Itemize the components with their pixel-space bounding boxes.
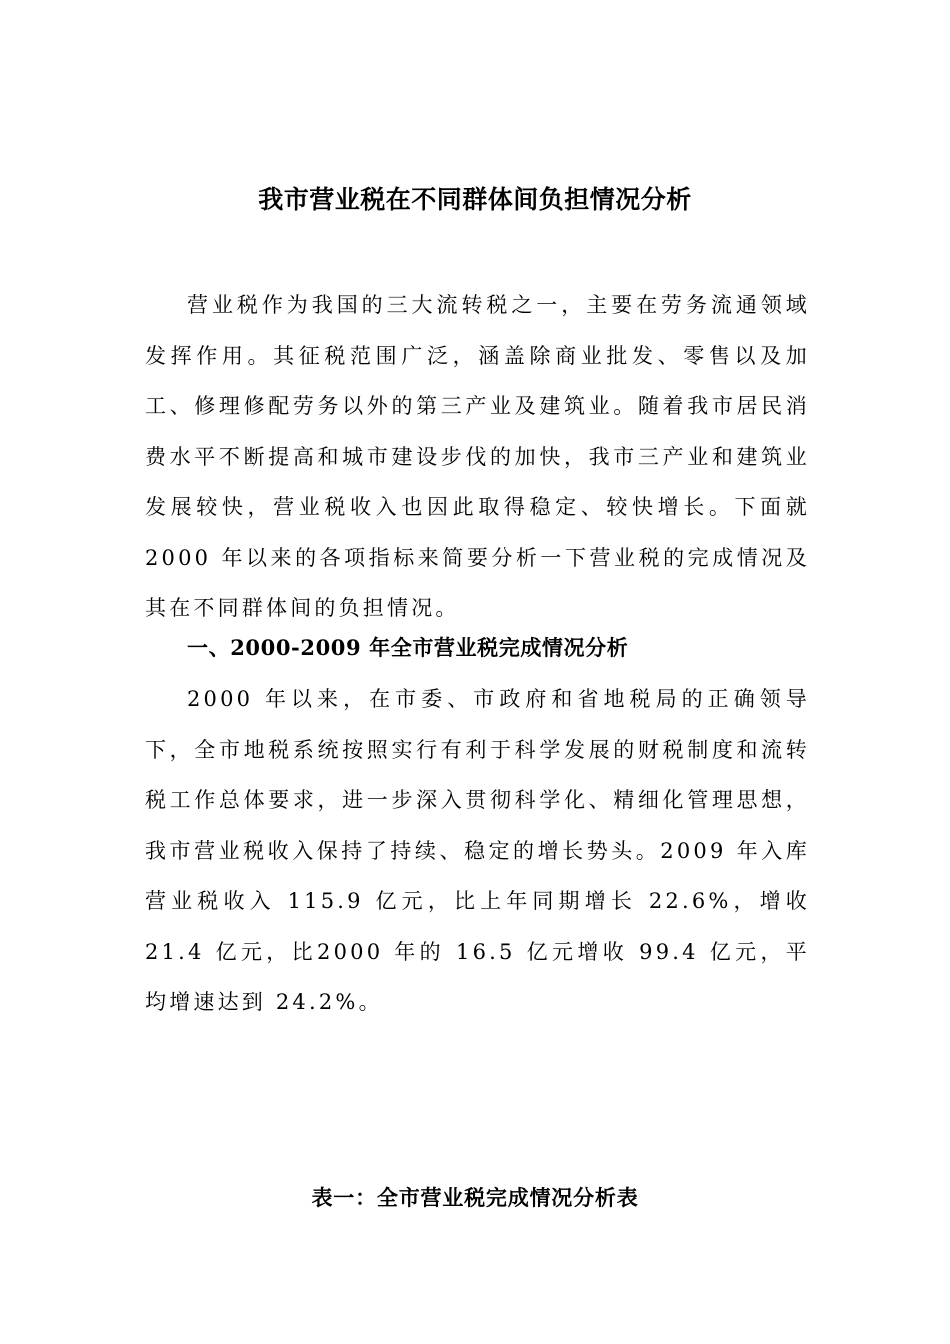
intro-paragraph: 营业税作为我国的三大流转税之一，主要在劳务流通领域发挥作用。其征税范围广泛，涵盖除商业批发、零售以及加工、修理修配劳务以外的第三产业及建筑业。随着我市居民消费水平不断提高和城市建设步伐的加快，我市三产业和建筑业发展较快，营业税收入也因此取得稳定、较快增长。下面就 2000 年以来的各项指标来简要分析一下营业税的完成情况及其在不同群体间的负担情况。 bbox=[145, 293, 810, 620]
section-1-heading: 一、2000-2009 年全市营业税完成情况分析 bbox=[187, 635, 629, 660]
document-title: 我市营业税在不同群体间负担情况分析 bbox=[258, 185, 692, 214]
table-caption: 表一：全市营业税完成情况分析表 bbox=[311, 1185, 639, 1210]
section-1-paragraph: 2000 年以来，在市委、市政府和省地税局的正确领导下，全市地税系统按照实行有利于科学发展的财税制度和流转税工作总体要求，进一步深入贯彻科学化、精细化管理思想，我市营业税收入保持了持续、稳定的增长势头。2009 年入库营业税收入 115.9 亿元，比上年同期增长 22.6%，增收 21.4 亿元，比2000 年的 16.5 亿元增收 99.4 亿元，平均增速达到 24.2%。 bbox=[145, 687, 810, 1014]
